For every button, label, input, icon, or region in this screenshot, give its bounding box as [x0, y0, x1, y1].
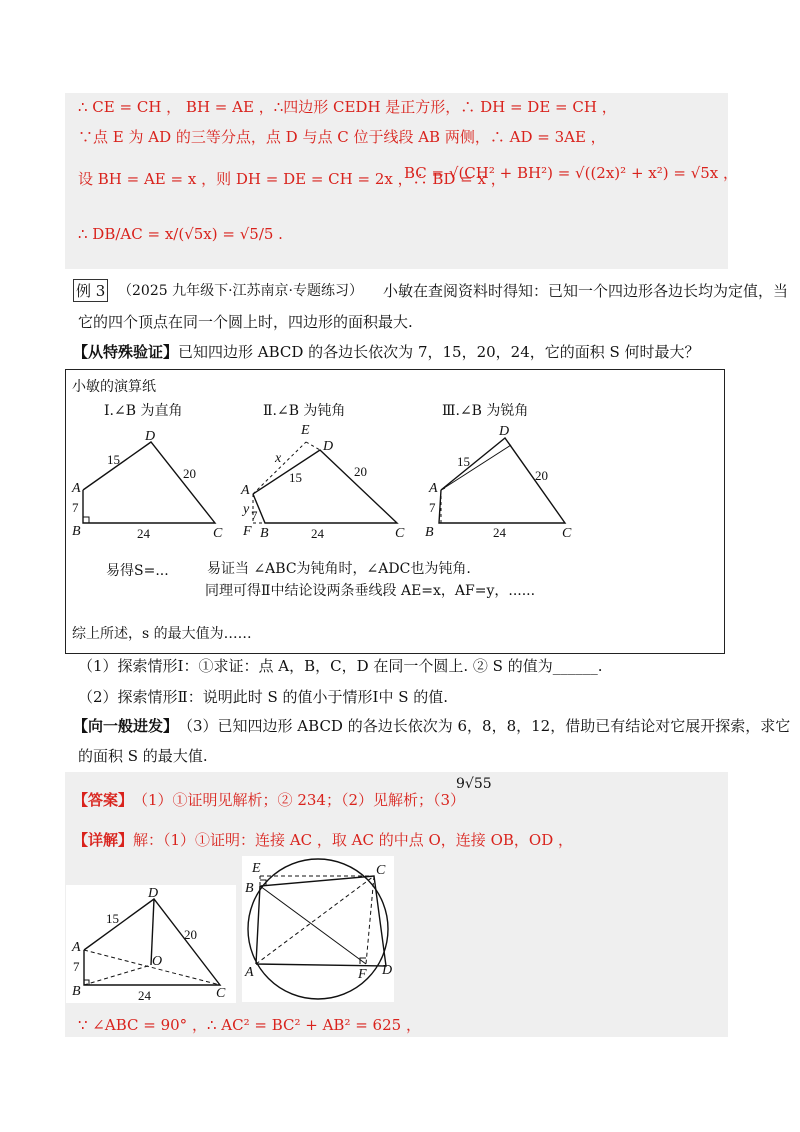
fig2-label-C: C: [395, 526, 405, 541]
example-text-2: 它的四个顶点在同一个圆上时，四边形的面积最大.: [78, 313, 413, 331]
detail-fig-side-20: 20: [184, 927, 197, 942]
fig1-label-B: B: [72, 524, 81, 539]
fig2-label-x: x: [275, 451, 282, 466]
draft-title: 小敏的演算纸: [72, 379, 156, 395]
draft-note-1: 易得S=...: [106, 563, 169, 579]
fig1-label-D: D: [145, 429, 156, 444]
fig1-label-C: C: [213, 526, 223, 541]
fig2-side-15: 15: [289, 470, 302, 485]
fig1-label-A: A: [72, 481, 81, 496]
special-text: 已知四边形 ABCD 的各边长依次为 7，15，20，24，它的面积 S 何时最大？: [178, 343, 700, 361]
fig3-label-D: D: [499, 424, 510, 439]
fig3-label-B: B: [425, 525, 434, 540]
circle-fig-label-C: C: [376, 863, 386, 878]
detail-fig-side-15: 15: [106, 911, 119, 926]
detail-fig-label-B: B: [72, 984, 81, 999]
solution-line-4: ∴ DB/AC = x/(√5x) = √5/5 .: [78, 225, 283, 243]
solution-line-1: ∴ CE = CH ， BH = AE ，∴四边形 CEDH 是正方形，∴ DH = DE = CH ，: [78, 98, 617, 116]
fig1-side-7: 7: [72, 500, 79, 515]
circle-fig-label-E: E: [252, 861, 261, 876]
solution-line-3b: BC = √(CH² + BH²) = √((2x)² + x²) = √5x ，: [404, 164, 739, 182]
circle-fig-label-F: F: [358, 967, 367, 982]
fig2-label-E: E: [301, 423, 310, 438]
question-1: （1）探索情形Ⅰ：①求证：点 A，B，C，D 在同一个圆上. ② S 的值为______.: [78, 657, 603, 675]
detail-text: 解：（1）①证明：连接 AC ，取 AC 的中点 O，连接 OB，OD ，: [133, 831, 573, 849]
detail-figure-circle: [242, 856, 394, 1002]
question-2: （2）探索情形Ⅱ：说明此时 S 的值小于情形Ⅰ中 S 的值.: [78, 688, 449, 706]
example-source: （2025 九年级下·江苏南京·专题练习）: [118, 283, 363, 299]
draft-note-2: 易证当 ∠ABC为钝角时，∠ADC也为钝角.: [207, 561, 471, 577]
fig3-side-20: 20: [535, 468, 548, 483]
draft-note-3: 同理可得Ⅱ中结论设两条垂线段 AE=x，AF=y，......: [205, 583, 536, 599]
fig1-side-20: 20: [183, 466, 196, 481]
fig2-label-D: D: [323, 439, 334, 454]
detail-fig-label-C: C: [216, 986, 226, 1001]
draft-figures: [65, 420, 645, 550]
detail-label: 【详解】: [73, 831, 134, 849]
answer-value: 9√55: [456, 776, 492, 792]
detail-fig-label-A: A: [72, 940, 81, 955]
case-2-label: Ⅱ.∠B 为钝角: [263, 403, 346, 419]
circle-fig-label-D: D: [382, 963, 393, 978]
fig2-label-A: A: [241, 483, 250, 498]
case-3-label: Ⅲ.∠B 为锐角: [442, 403, 529, 419]
fig3-label-A: A: [429, 481, 438, 496]
fig3-side-24: 24: [493, 525, 506, 540]
fig2-label-F: F: [243, 524, 252, 539]
circle-fig-label-B: B: [245, 881, 254, 896]
question-3-line-a: （3）已知四边形 ABCD 的各边长依次为 6，8，8，12，借助已有结论对它展开探索，求它: [178, 717, 791, 735]
circle-fig-label-A: A: [245, 965, 254, 980]
fig2-side-24: 24: [311, 526, 324, 541]
fig2-label-y: y: [243, 502, 250, 517]
example-text-1: 小敏在查阅资料时得知：已知一个四边形各边长均为定值，当: [383, 282, 789, 300]
detail-last-line: ∵ ∠ABC = 90° ，∴ AC² = BC² + AB² = 625 ，: [78, 1016, 421, 1034]
detail-fig-label-D: D: [148, 886, 159, 901]
fig3-side-7: 7: [429, 500, 436, 515]
detail-fig-side-7: 7: [73, 959, 80, 974]
detail-figure-left: [66, 885, 236, 1003]
question-3-line-b: 的面积 S 的最大值.: [78, 747, 208, 765]
detail-fig-label-O: O: [152, 954, 163, 969]
fig2-side-20: 20: [354, 464, 367, 479]
fig3-label-C: C: [562, 526, 572, 541]
solution-line-2: ∵点 E 为 AD 的三等分点，点 D 与点 C 位于线段 AB 两侧，∴ AD = 3AE ，: [78, 128, 606, 146]
answer-label: 【答案】: [73, 791, 134, 809]
fig3-side-15: 15: [457, 454, 470, 469]
example-tag: 例 3: [73, 279, 108, 302]
fig2-side-7: 7: [251, 508, 258, 523]
answer-text: （1）①证明见解析；② 234；（2）见解析；（3）: [133, 791, 466, 809]
special-label: 【从特殊验证】: [73, 343, 179, 361]
detail-fig-side-24: 24: [138, 988, 151, 1003]
fig2-label-B: B: [260, 526, 269, 541]
figure-case-1: [83, 442, 215, 523]
fig1-side-24: 24: [137, 526, 150, 541]
solution-line-3a: 设 BH = AE = x ，则 DH = DE = CH = 2x ，∴ BD = x ，: [78, 170, 506, 188]
case-1-label: I.∠B 为直角: [104, 403, 183, 419]
question-3-label: 【向一般进发】: [73, 717, 179, 735]
draft-summary: 综上所述，s 的最大值为……: [72, 626, 252, 642]
fig1-side-15: 15: [107, 452, 120, 467]
